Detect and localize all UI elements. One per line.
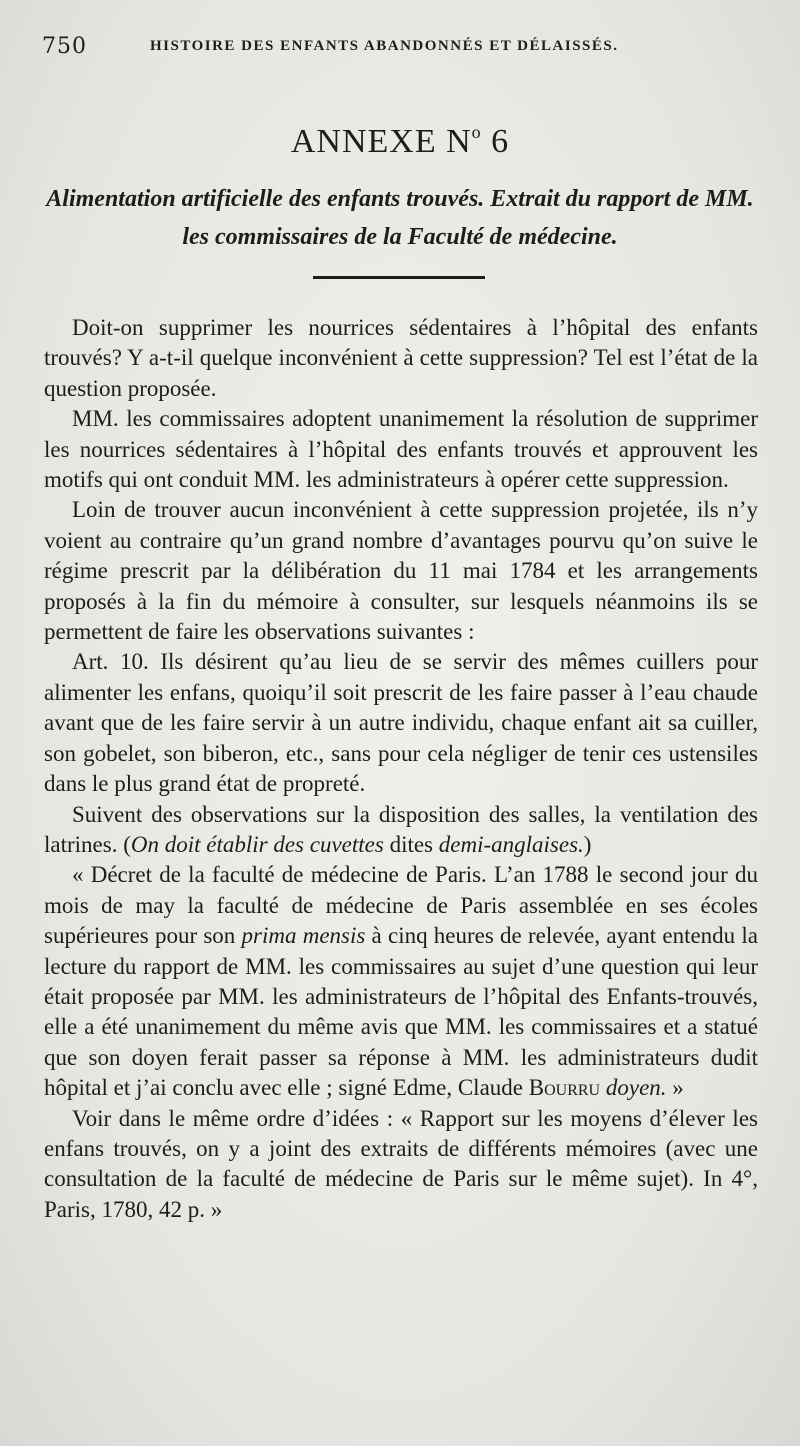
running-head: HISTOIRE DES ENFANTS ABANDONNÉS ET DÉLAISSÉS. xyxy=(150,38,619,54)
decree-text: « Décret de la faculté de médecine de Paris. L’an 1788 le second jour du mois de may la faculté de médecine de Paris assemblée en ses écoles supérieures pour son xyxy=(44,862,758,949)
paragraph-decree xyxy=(44,860,758,1103)
decree-title-doyen: doyen. xyxy=(605,1075,667,1101)
decree-close: » xyxy=(666,1075,684,1101)
observations-text: Suivent des observations sur la disposition des salles, la ventilation des latrines. ( xyxy=(44,801,758,857)
paragraph-observations xyxy=(44,800,758,861)
annex-subtitle: Alimentation artificielle des enfants trouvés. Extrait du rapport de MM. les commissaires de la Faculté de médecine. xyxy=(46,186,754,250)
decree-text-2: à cinq heures de relevée, ayant entendu la lecture du rapport de MM. les commissaires au sujet d’une question qui leur était proposée par MM. les administrateurs de l’hôpital des Enfants-trouvés, elle a été unanimement du même avis que MM. les commissaires et a statué que son doyen ferait passer sa réponse à MM. les administrateurs dudit hôpital et j’ai conclu avec elle ; signé Edme, Claude xyxy=(44,923,759,1101)
page-header xyxy=(42,34,758,64)
observations-text-2: dites xyxy=(383,831,439,857)
annex-number: 6 xyxy=(481,123,510,160)
paragraph-resolution: MM. les commissaires adoptent unanimement la résolution de supprimer les nourrices sédentaires à l’hôpital des enfants trouvés et approuvent les motifs qui ont conduit MM. les administrateurs à opérer cette suppression. xyxy=(44,406,758,493)
annex-title-superscript: o xyxy=(471,122,482,142)
page-number: 750 xyxy=(42,34,87,59)
observations-italic: On doit établir des cuvettes xyxy=(130,831,384,857)
annex-title xyxy=(0,122,800,161)
paragraph-article-10: Art. 10. Ils désirent qu’au lieu de se servir des mêmes cuillers pour alimenter les enfans, quoiqu’il soit prescrit de les faire passer à l’eau chaude avant que de les faire servir à un autre individu, chaque enfant ait sa cuiller, son gobelet, son biberon, etc., sans pour cela négliger de tenir ces ustensiles dans le plus grand état de propreté. xyxy=(44,649,758,797)
paragraph-advantages: Loin de trouver aucun inconvénient à cette suppression projetée, ils n’y voient au contraire qu’un grand nombre d’avantages pourvu qu’on suive le régime prescrit par la délibération du 11 mai 1784 et les arrangements proposés à la fin du mémoire à consulter, sur lesquels néanmoins ils se permettent de faire les observations suivantes : xyxy=(44,497,758,645)
observations-close: ) xyxy=(583,831,592,857)
annex-title-text: ANNEXE N xyxy=(290,123,472,160)
observations-italic-2: demi-anglaises. xyxy=(438,831,584,857)
decree-signatory: Bourru xyxy=(528,1075,601,1101)
body-text xyxy=(44,313,758,1225)
section-divider xyxy=(313,276,485,279)
paragraph-reference: Voir dans le même ordre d’idées : « Rapport sur les moyens d’élever les enfans trouvés, on y a joint des extraits de différents mémoires (avec une consultation de la faculté de médecine de Paris sur le même sujet). In 4°, Paris, 1780, 42 p. » xyxy=(44,1105,758,1222)
paragraph-question: Doit-on supprimer les nourrices sédentaires à l’hôpital des enfants trouvés? Y a-t-il quelque inconvénient à cette suppression? Tel est l’état de la question proposée. xyxy=(44,315,758,401)
decree-italic-prima-mensis: prima mensis xyxy=(241,923,366,949)
